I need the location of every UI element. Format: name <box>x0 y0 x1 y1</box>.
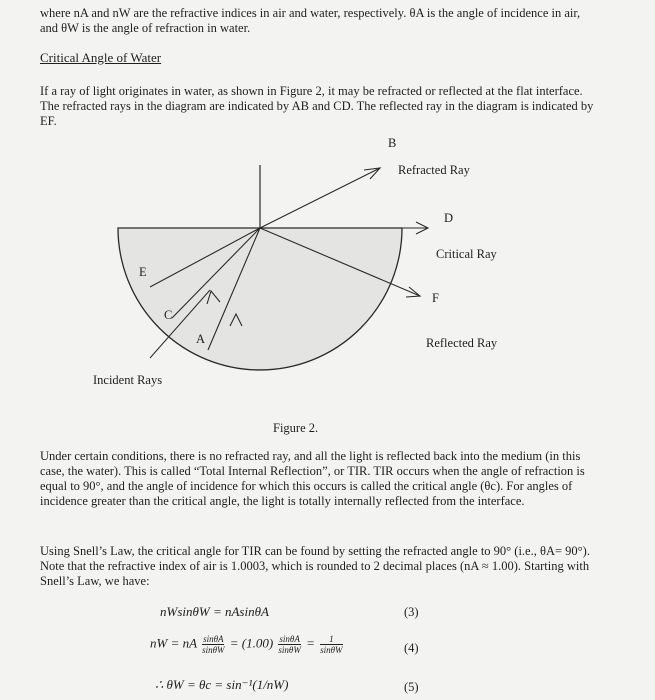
eq4-lhs: nW = nA <box>150 635 197 651</box>
label-f: F <box>432 291 439 305</box>
label-d: D <box>444 211 454 225</box>
reflected-ray-label: Reflected Ray <box>426 336 498 350</box>
critical-ray-label: Critical Ray <box>436 247 497 261</box>
eq4-equals: = <box>306 635 315 651</box>
intro-text: where nA and nW are the refractive indices in air and water, respectively. θA is the angle of incidence in air, and θW is the angle of refraction in water. <box>40 6 581 35</box>
section-heading: Critical Angle of Water <box>40 50 162 65</box>
equation-4-number: (4) <box>404 641 419 655</box>
eq4-fraction-3: $\frac{1}{\sin\theta W}$ <box>320 634 343 655</box>
incident-rays-label: Incident Rays <box>93 373 163 387</box>
paragraph-2: Under certain conditions, there is no refracted ray, and all the light is reflected back into the medium (in this case, the water). This is called “Total Internal Reflection”, or TIR. TIR occurs when the angle of refraction is equal to 90°, and the angle of incidence for which this occurs is called the critical angle (θc). For angles of incidence greater than the critical angle, the light is totally internally reflected from the interface. <box>40 449 585 508</box>
equation-3: nWsinθW = nAsinθA <box>160 604 269 619</box>
label-c: C <box>164 308 173 322</box>
eq4-fraction-1: $\frac{\sin\theta A}{\sin\theta W}$ <box>202 634 225 655</box>
refracted-ray-label: Refracted Ray <box>398 163 470 177</box>
ray-b <box>260 168 380 228</box>
equation-5-number: (5) <box>404 680 419 694</box>
label-e: E <box>139 265 147 279</box>
eq4-fraction-2: $\frac{\sin\theta A}{\sin\theta W}$ <box>278 634 301 655</box>
eq4-mid: = (1.00) <box>229 635 274 651</box>
paragraph-3: Using Snell’s Law, the critical angle for TIR can be found by setting the refracted angle to 90° (i.e., θA= 90°). Note that the refractive index of air is 1.0003, which is rounded to 2 decimal places (nA ≈ 1.00). Starting with Snell’s Law, we have: <box>40 544 590 588</box>
label-b: B <box>388 136 397 150</box>
equation-4 <box>150 634 345 655</box>
label-a: A <box>196 332 206 346</box>
equation-3-number: (3) <box>404 605 419 619</box>
equation-5: ∴ θW = θc = sin⁻¹(1/nW) <box>155 677 289 692</box>
paragraph-1: If a ray of light originates in water, as shown in Figure 2, it may be refracted or reflected at the flat interface. The refracted rays in the diagram are indicated by AB and CD. The reflected ray in the diagram is indicated by EF. <box>40 84 594 128</box>
figure-caption: Figure 2. <box>273 421 319 435</box>
water-semicircle <box>118 228 402 370</box>
